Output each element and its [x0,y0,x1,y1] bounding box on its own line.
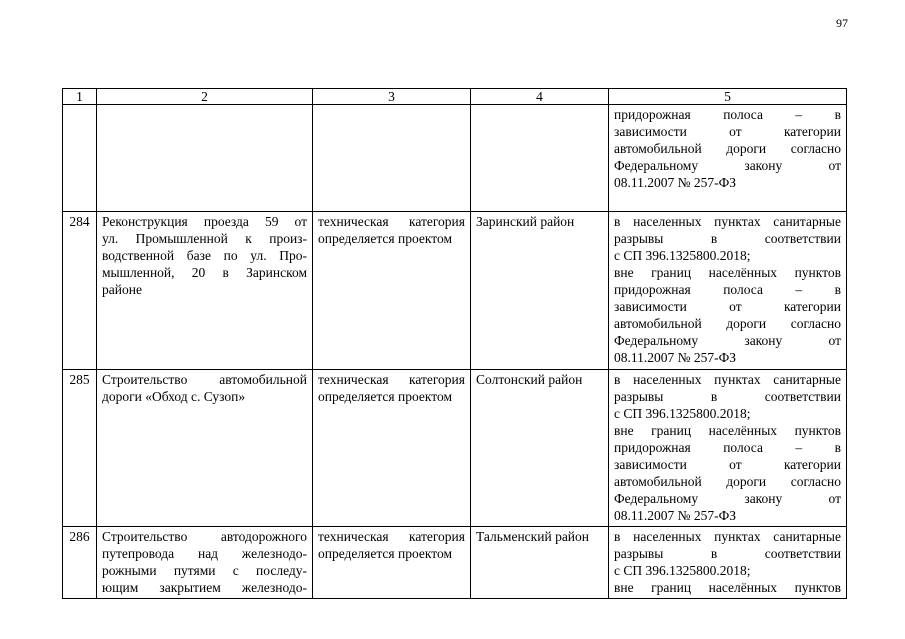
zones-table [62,88,847,599]
table-row [63,212,847,370]
category-line: техническая категория [318,372,465,387]
table-row [63,105,847,212]
row-number: 285 [63,370,97,527]
zones-line: придорожная полоса – в [614,282,841,297]
zones-line: с СП 396.1325800.2018; [614,406,751,421]
object-district [471,212,609,370]
zones-line: придорожная полоса – в [614,107,841,122]
header-cell: 3 [313,89,471,105]
category-line: техническая категория [318,214,465,229]
name-line: Реконструкция проезда 59 от [102,214,307,229]
object-name [97,105,313,212]
zones-line: вне границ населённых пунктов [614,580,841,595]
zones-line: Федеральному закону от [614,158,841,173]
district-line: Солтонский район [476,372,583,387]
zones-line: 08.11.2007 № 257-ФЗ [614,175,737,190]
district-line: Тальменский [476,529,552,544]
object-category [313,105,471,212]
zones-line: в населенных пунктах санитарные [614,214,841,229]
category-line: определяется проектом [318,231,452,246]
name-line: путепровода над железнодо- [102,546,307,561]
district-line: район [555,529,590,544]
zones-line: Федеральному закону от [614,491,841,506]
zones-line: зависимости от категории [614,124,841,139]
header-cell: 1 [63,89,97,105]
zones-line: придорожная полоса – в [614,440,841,455]
object-zones [609,370,847,527]
name-line: рожными путями с последу- [102,563,307,578]
zones-line: в населенных пунктах санитарные [614,372,841,387]
page-number: 97 [836,16,848,30]
row-number [63,105,97,212]
zones-line: зависимости от категории [614,299,841,314]
zones-line: разрывы в соответствии [614,546,841,561]
row-number: 284 [63,212,97,370]
object-district [471,105,609,212]
table-header-row [63,89,847,105]
header-cell: 5 [609,89,847,105]
zones-line: 08.11.2007 № 257-ФЗ [614,350,737,365]
name-line: районе [102,282,142,297]
zones-line: зависимости от категории [614,457,841,472]
zones-line: в населенных пунктах санитарные [614,529,841,544]
zones-line: разрывы в соответствии [614,231,841,246]
header-cell: 4 [471,89,609,105]
object-name [97,370,313,527]
object-district [471,527,609,599]
category-line: техническая категория [318,529,465,544]
table-row [63,370,847,527]
name-line: ул. Промышленной к произ- [102,231,307,246]
zones-line: автомобильной дороги согласно [614,316,841,331]
category-line: определяется проектом [318,546,452,561]
zones-line: разрывы в соответствии [614,389,841,404]
header-cell: 2 [97,89,313,105]
row-number: 286 [63,527,97,599]
object-zones [609,105,847,212]
object-zones [609,527,847,599]
name-line: мышленной, 20 в Заринском [102,265,307,280]
zones-line: вне границ населённых пунктов [614,265,841,280]
name-line: водственной базе по ул. Про- [102,248,307,263]
table-row [63,527,847,599]
object-category [313,527,471,599]
zones-line: Федеральному закону от [614,333,841,348]
object-category [313,370,471,527]
zones-line: автомобильной дороги согласно [614,141,841,156]
object-name [97,527,313,599]
name-line: Строительство автомобильной [102,372,307,387]
zones-line: автомобильной дороги согласно [614,474,841,489]
zones-line: с СП 396.1325800.2018; [614,248,751,263]
category-line: определяется проектом [318,389,452,404]
object-district [471,370,609,527]
object-name [97,212,313,370]
zones-line: с СП 396.1325800.2018; [614,563,751,578]
zones-line: вне границ населённых пунктов [614,423,841,438]
object-category [313,212,471,370]
district-line: Заринский район [476,214,575,229]
name-line: Строительство автодорожного [102,529,307,544]
name-line: дороги «Обход с. Сузоп» [102,389,246,404]
name-line: ющим закрытием железнодо- [102,580,307,595]
zones-line: 08.11.2007 № 257-ФЗ [614,508,737,523]
object-zones [609,212,847,370]
